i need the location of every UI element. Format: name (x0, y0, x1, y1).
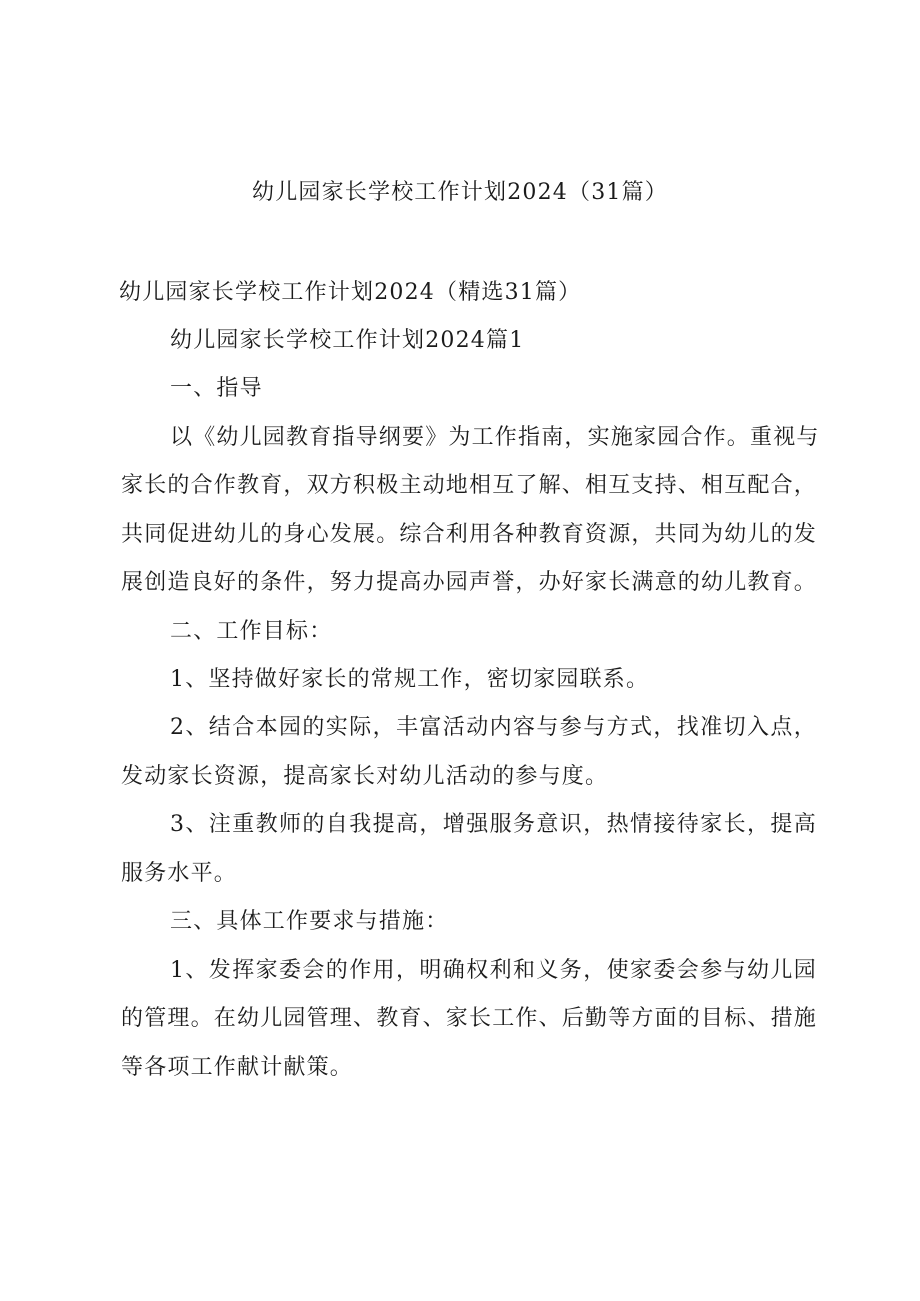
measure-item-continued: 等各项工作献计献策。 (121, 1055, 354, 1080)
measure-item-continued: 的管理。在幼儿园管理、教育、家长工作、后勤等方面的目标、措施 (121, 1006, 818, 1031)
paragraph-line: 共同促进幼儿的身心发展。综合利用各种教育资源，共同为幼儿的发 (121, 522, 818, 547)
paragraph-line: 展创造良好的条件，努力提高办园声誉，办好家长满意的幼儿教育。 (121, 570, 818, 595)
document-subtitle: 幼儿园家长学校工作计划2024（精选31篇） (119, 280, 582, 305)
measure-item: 1、发挥家委会的作用，明确权利和义务，使家委会参与幼儿园 (170, 958, 817, 983)
paragraph-line: 以《幼儿园教育指导纲要》为工作指南，实施家园合作。重视与 (170, 425, 820, 450)
goal-item: 2、结合本园的实际，丰富活动内容与参与方式，找准切入点， (170, 715, 817, 740)
heading-guidance: 一、指导 (170, 376, 263, 401)
section-heading: 幼儿园家长学校工作计划2024篇1 (170, 328, 525, 353)
goal-item: 3、注重教师的自我提高，增强服务意识，热情接待家长，提高 (170, 812, 817, 837)
paragraph-line: 家长的合作教育，双方积极主动地相互了解、相互支持、相互配合， (121, 473, 818, 498)
document-title: 幼儿园家长学校工作计划2024（31篇） (252, 180, 668, 205)
goal-item-continued: 发动家长资源，提高家长对幼儿活动的参与度。 (121, 764, 609, 789)
heading-measures: 三、具体工作要求与措施： (170, 909, 449, 934)
goal-item-continued: 服务水平。 (121, 861, 238, 886)
goal-item: 1、坚持做好家长的常规工作，密切家园联系。 (170, 667, 650, 692)
heading-goals: 二、工作目标： (170, 619, 333, 644)
